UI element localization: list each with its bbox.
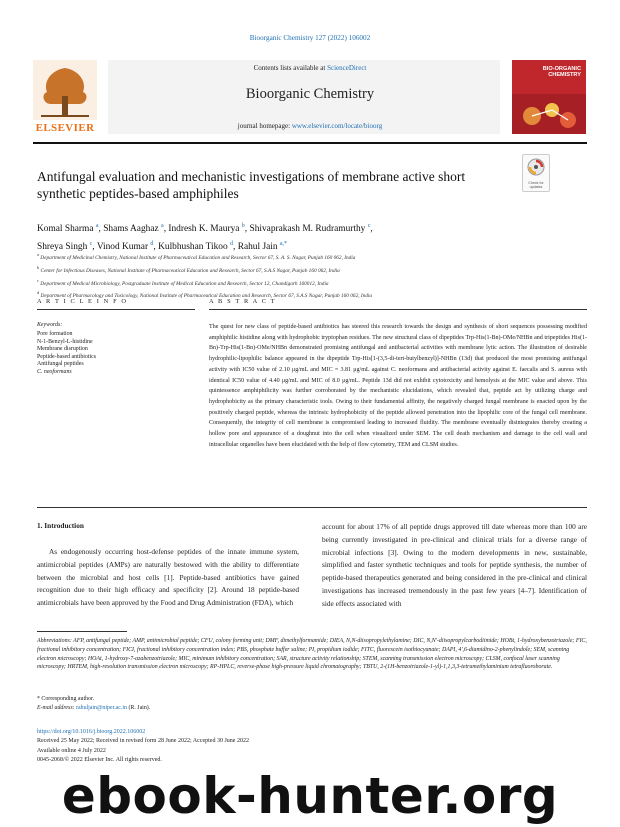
footnote-rule (37, 631, 127, 632)
abstract-text: The quest for new class of peptide-based antibiotics has steered this research towards the design and synthesis of short sequences possessing modified amphiphilic histidine along with hydrophobic tryptophan residues. The new structural class of dipeptides Trp-His(1-Bn)-OMe/NHBn and tripeptides His(1-Bn)-Trp-His(1-Bn)-OMe/NHBn demonstrated promising antifungal and antibacterial activities with membrane lytic action. The illustration of desirable hydrophilic-lipophilic balance appeared in the dipeptide Trp-His[1-(3,5-di-tert-butylbenzyl)]-NHBn (13d) that produced the most promising antifungal activity with IC50 value of 2.10 μg/mL and MIC = 3.81 μg/mL against C. neoformans and antibacterial activity against E. faecalis and S. aureus with identical IC50 value of 4.40 μg/mL and MIC of 8.0 μg/mL. Peptide 13d did not exhibit cytotoxicity and hemolysis at the MIC value and above. This quintessence amphiphilicity was further corroborated by the mechanistic elucidations, which revealed that, peptide act by utilizing charge and hydrophobicity as the primary characteristic tools. Owing to their fundamental affinity, the negatively charged fungal membrane is enacted upon by the positively charged peptide, whereas the intrinsic hydrophobicity of the peptide allowed penetration into the lipophilic core of the fungal cell membrane. Consequently, the integrity of cell membrane is compromised leading to increased fluidity. The membrane eventually disintegrates thereby creating a hollow pore and appearance of a doughnut into the cell when visualized under SEM. The cell death mechanism and damage to the cell wall and intracellular organelles have been elucidated with the help of flow cytometry, TEM and CLSM studies. (209, 324, 587, 448)
author[interactable]: Rahul Jain $^{a,*}$ (237, 241, 288, 253)
watermark-text: ebook-hunter.org (61, 767, 559, 825)
contents-prefix: Contents lists available at (253, 64, 328, 72)
keyword: Antifungal peptides (37, 361, 84, 368)
cover-title: BIO-ORGANIC CHEMISTRY (542, 66, 581, 79)
elsevier-logo[interactable] (33, 60, 97, 134)
author-list: Komal Sharma $^a$, Shams Aaghaz $^a$, Indresh K. Maurya $^b$, Shivaprakash M. Rudramurthy $^c$, Shreya Singh $^c$, Vinod Kumar $^d$, Kulbhushan Tikoo $^d$, Rahul Jain $^{a,*}$ (37, 223, 373, 253)
article-info-rule (37, 309, 195, 310)
check-updates-icon (523, 155, 549, 179)
abbreviations-footnote (37, 637, 587, 672)
corresponding-author-note (37, 695, 587, 713)
homepage-prefix: journal homepage: (237, 122, 292, 130)
header-divider (33, 142, 587, 144)
affiliation: $^d$ Department of Pharmacology and Toxicology, National Institute of Pharmaceutical Education and Research, Sector 67, S.A.S Nagar, Punjab 160 062, India (37, 290, 373, 300)
email-link[interactable]: rahuljain@niper.ac.in (76, 704, 127, 711)
affiliation: $^a$ Department of Medicinal Chemistry, National Institute of Pharmaceutical Education and Research, Sector 67, S. A. S. Nagar, Punjab 160 062, India (37, 252, 356, 261)
abstract-heading: A B S T R A C T (209, 298, 277, 305)
keyword: Pore formation (37, 331, 73, 337)
journal-citation[interactable]: Bioorganic Chemistry 127 (2022) 106002 (249, 34, 371, 42)
article-info-heading: A R T I C L E I N F O (37, 298, 128, 305)
email-line: E-mail address: rahuljain@niper.ac.in (R. Jain). (37, 704, 151, 711)
author[interactable]: Vinod Kumar $^d$ (96, 241, 154, 253)
homepage-link[interactable]: www.elsevier.com/locate/bioorg (291, 122, 383, 130)
doi-link[interactable]: https://doi.org/10.1016/j.bioorg.2022.106002 (37, 729, 146, 735)
author[interactable]: Kulbhushan Tikoo $^d$ (158, 241, 234, 253)
article-title: Antifungal evaluation and mechanistic investigations of membrane active short synthetic peptides-based amphiphiles (37, 169, 466, 201)
keyword: Membrane disruption (37, 346, 88, 353)
keyword: N-1-Benzyl-L-histidine (37, 338, 93, 345)
abstract-rule (209, 309, 587, 310)
copyright: 0045-2068/© 2022 Elsevier Inc. All rights reserved. (37, 757, 162, 764)
author[interactable]: Shivaprakash M. Rudramurthy $^c$ (249, 223, 371, 235)
check-updates-label: Check for updates (528, 181, 544, 190)
keyword: Peptide-based antibiotics (37, 353, 97, 360)
author[interactable]: Shams Aaghaz $^a$ (103, 223, 164, 235)
received-dates: Received 25 May 2022; Received in revised form 28 June 2022; Accepted 30 June 2022 (37, 738, 249, 745)
abbreviations-text: Abbreviations: AFP, antifungal peptide; AMP, antimicrobial peptide; CFU, colony forming unit; DMF, dimethylformamide; DIEA, N,N-diisopropylethylamine; DIC, N,N'-diisopropylcarbodiimide; HOBt, 1-hydroxybenzotriazole; FIC, fractional inhibitory concentration; FICI, fractional inhibitory concentration index; PBS, phosphate buffer saline; PI, propidium iodide; FITC, fluorescein isothiocyanate; DAPI, 4',6-diamidino-2-phenylindole; SEM, scanning electron microscopy; HOAt, 1-hydroxy-7-azabenzotriazole; MIC, minimum inhibitory concentration; SAR, structure activity relationship; STEM, scanning transmission electron microscopy; CLSM, confocal laser scanning microscopy; HRTEM, high-resolution transmission electron microscopy; RP-HPLC, reverse-phase high-pressure liquid chromatography; TBTU, 2-(1H-benzotriazole-1-yl)-1,1,3,3-tetramethylaminium tetrafluoroborate. (37, 638, 587, 671)
available-online: Available online 4 July 2022 (37, 747, 106, 754)
corresponding-label: * Corresponding author. (37, 696, 95, 702)
author[interactable]: Komal Sharma $^a$ (37, 223, 99, 235)
keywords-label: Keywords: (37, 322, 63, 328)
affiliation: $^b$ Center for Infectious Diseases, National Institute of Pharmaceutical Education and Research, Sector 67, S.A.S Nagar, Punjab 160 062, India (37, 264, 340, 274)
author[interactable]: Shreya Singh $^c$ (37, 241, 93, 253)
intro-left-column: As endogenously occurring host-defense peptides of the innate immune system, antimicrobial peptides (AMPs) are naturally bestowed with the ability to differentiate between the microbial and host cells [1]. Peptide-based antibiotics have gained recognition due to their high efficacy and specificity [2]. Around 18 peptide-based antimicrobials have been approved by the Food and Drug Administration (FDA), which (37, 547, 299, 608)
cover-molecule-art (512, 94, 586, 134)
affiliation: $^c$ Department of Medical Microbiology, Postgraduate Institute of Medical Education and Research, Sector 12, Chandigarh 160012, India (37, 277, 329, 287)
introduction-heading: 1. Introduction (37, 521, 84, 530)
author[interactable]: Indresh K. Maurya $^b$ (168, 223, 245, 235)
journal-name: Bioorganic Chemistry (245, 86, 375, 102)
abstract-bottom-rule (37, 507, 587, 508)
check-for-updates-button[interactable] (522, 154, 550, 192)
elsevier-wordmark: ELSEVIER (35, 122, 95, 134)
sciencedirect-link[interactable]: ScienceDirect (327, 64, 367, 72)
keyword-list (37, 331, 187, 377)
journal-cover-image[interactable] (512, 60, 586, 134)
elsevier-tree-icon (33, 60, 97, 120)
keyword: C. neoformans (37, 368, 72, 375)
affiliations (37, 250, 587, 301)
watermark-banner (0, 765, 620, 827)
intro-right-column: account for about 17% of all peptide drugs approved till date whereas more than 100 are being currently investigated in pre-clinical and clinical trials for a diverse range of microbial infections [3]. Owing to the modern developments in new, sustainable, simplified and faster synthetic techniques and tools for peptide synthesis, the number of peptide-based therapeutics generated and being considered in the pre-clinical and clinical investigations has increased tremendously in the past few years [4–7]. Identification of side effects associated with (322, 522, 587, 608)
publication-info (37, 728, 587, 766)
